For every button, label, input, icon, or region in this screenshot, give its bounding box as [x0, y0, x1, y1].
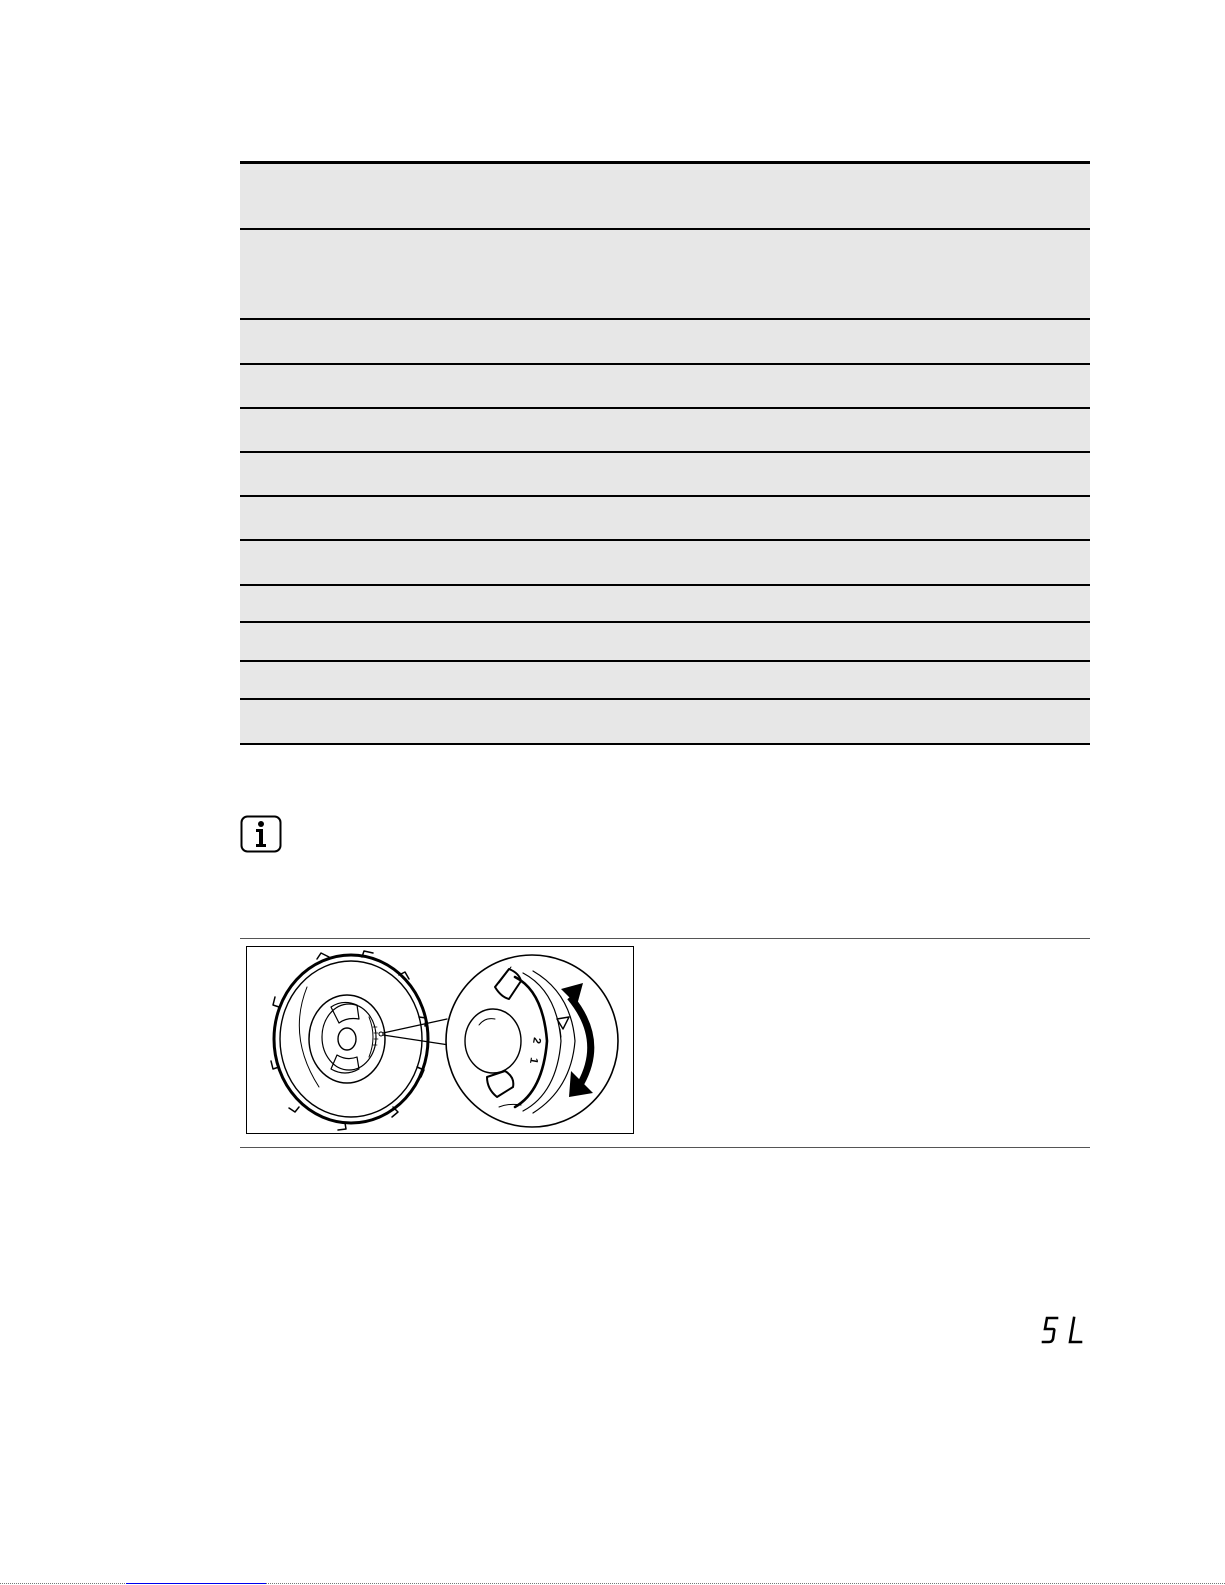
display-indicator: [1040, 1315, 1088, 1345]
table-row: [240, 497, 1090, 541]
table-header-row: [240, 164, 1090, 230]
table-row: [240, 586, 1090, 623]
display-indicator-text: [1088, 1315, 1089, 1316]
figure-bottom-rule: [240, 1147, 1090, 1148]
dial-illustration: [246, 946, 634, 1134]
table-row: [240, 453, 1090, 497]
table-row: [240, 365, 1090, 409]
table-row: [240, 230, 1090, 320]
info-icon: [240, 815, 282, 853]
table-row: [240, 662, 1090, 700]
dial-number-1: 1: [526, 1056, 540, 1065]
table-row: [240, 541, 1090, 586]
table-row: [240, 409, 1090, 453]
table-row: [240, 320, 1090, 365]
figure-top-rule: [240, 938, 1090, 939]
hardness-table: [240, 161, 1090, 745]
footer-link[interactable]: [126, 1583, 266, 1584]
dial-number-2: 2: [529, 1036, 543, 1045]
table-row: [240, 700, 1090, 745]
table-row: [240, 623, 1090, 662]
